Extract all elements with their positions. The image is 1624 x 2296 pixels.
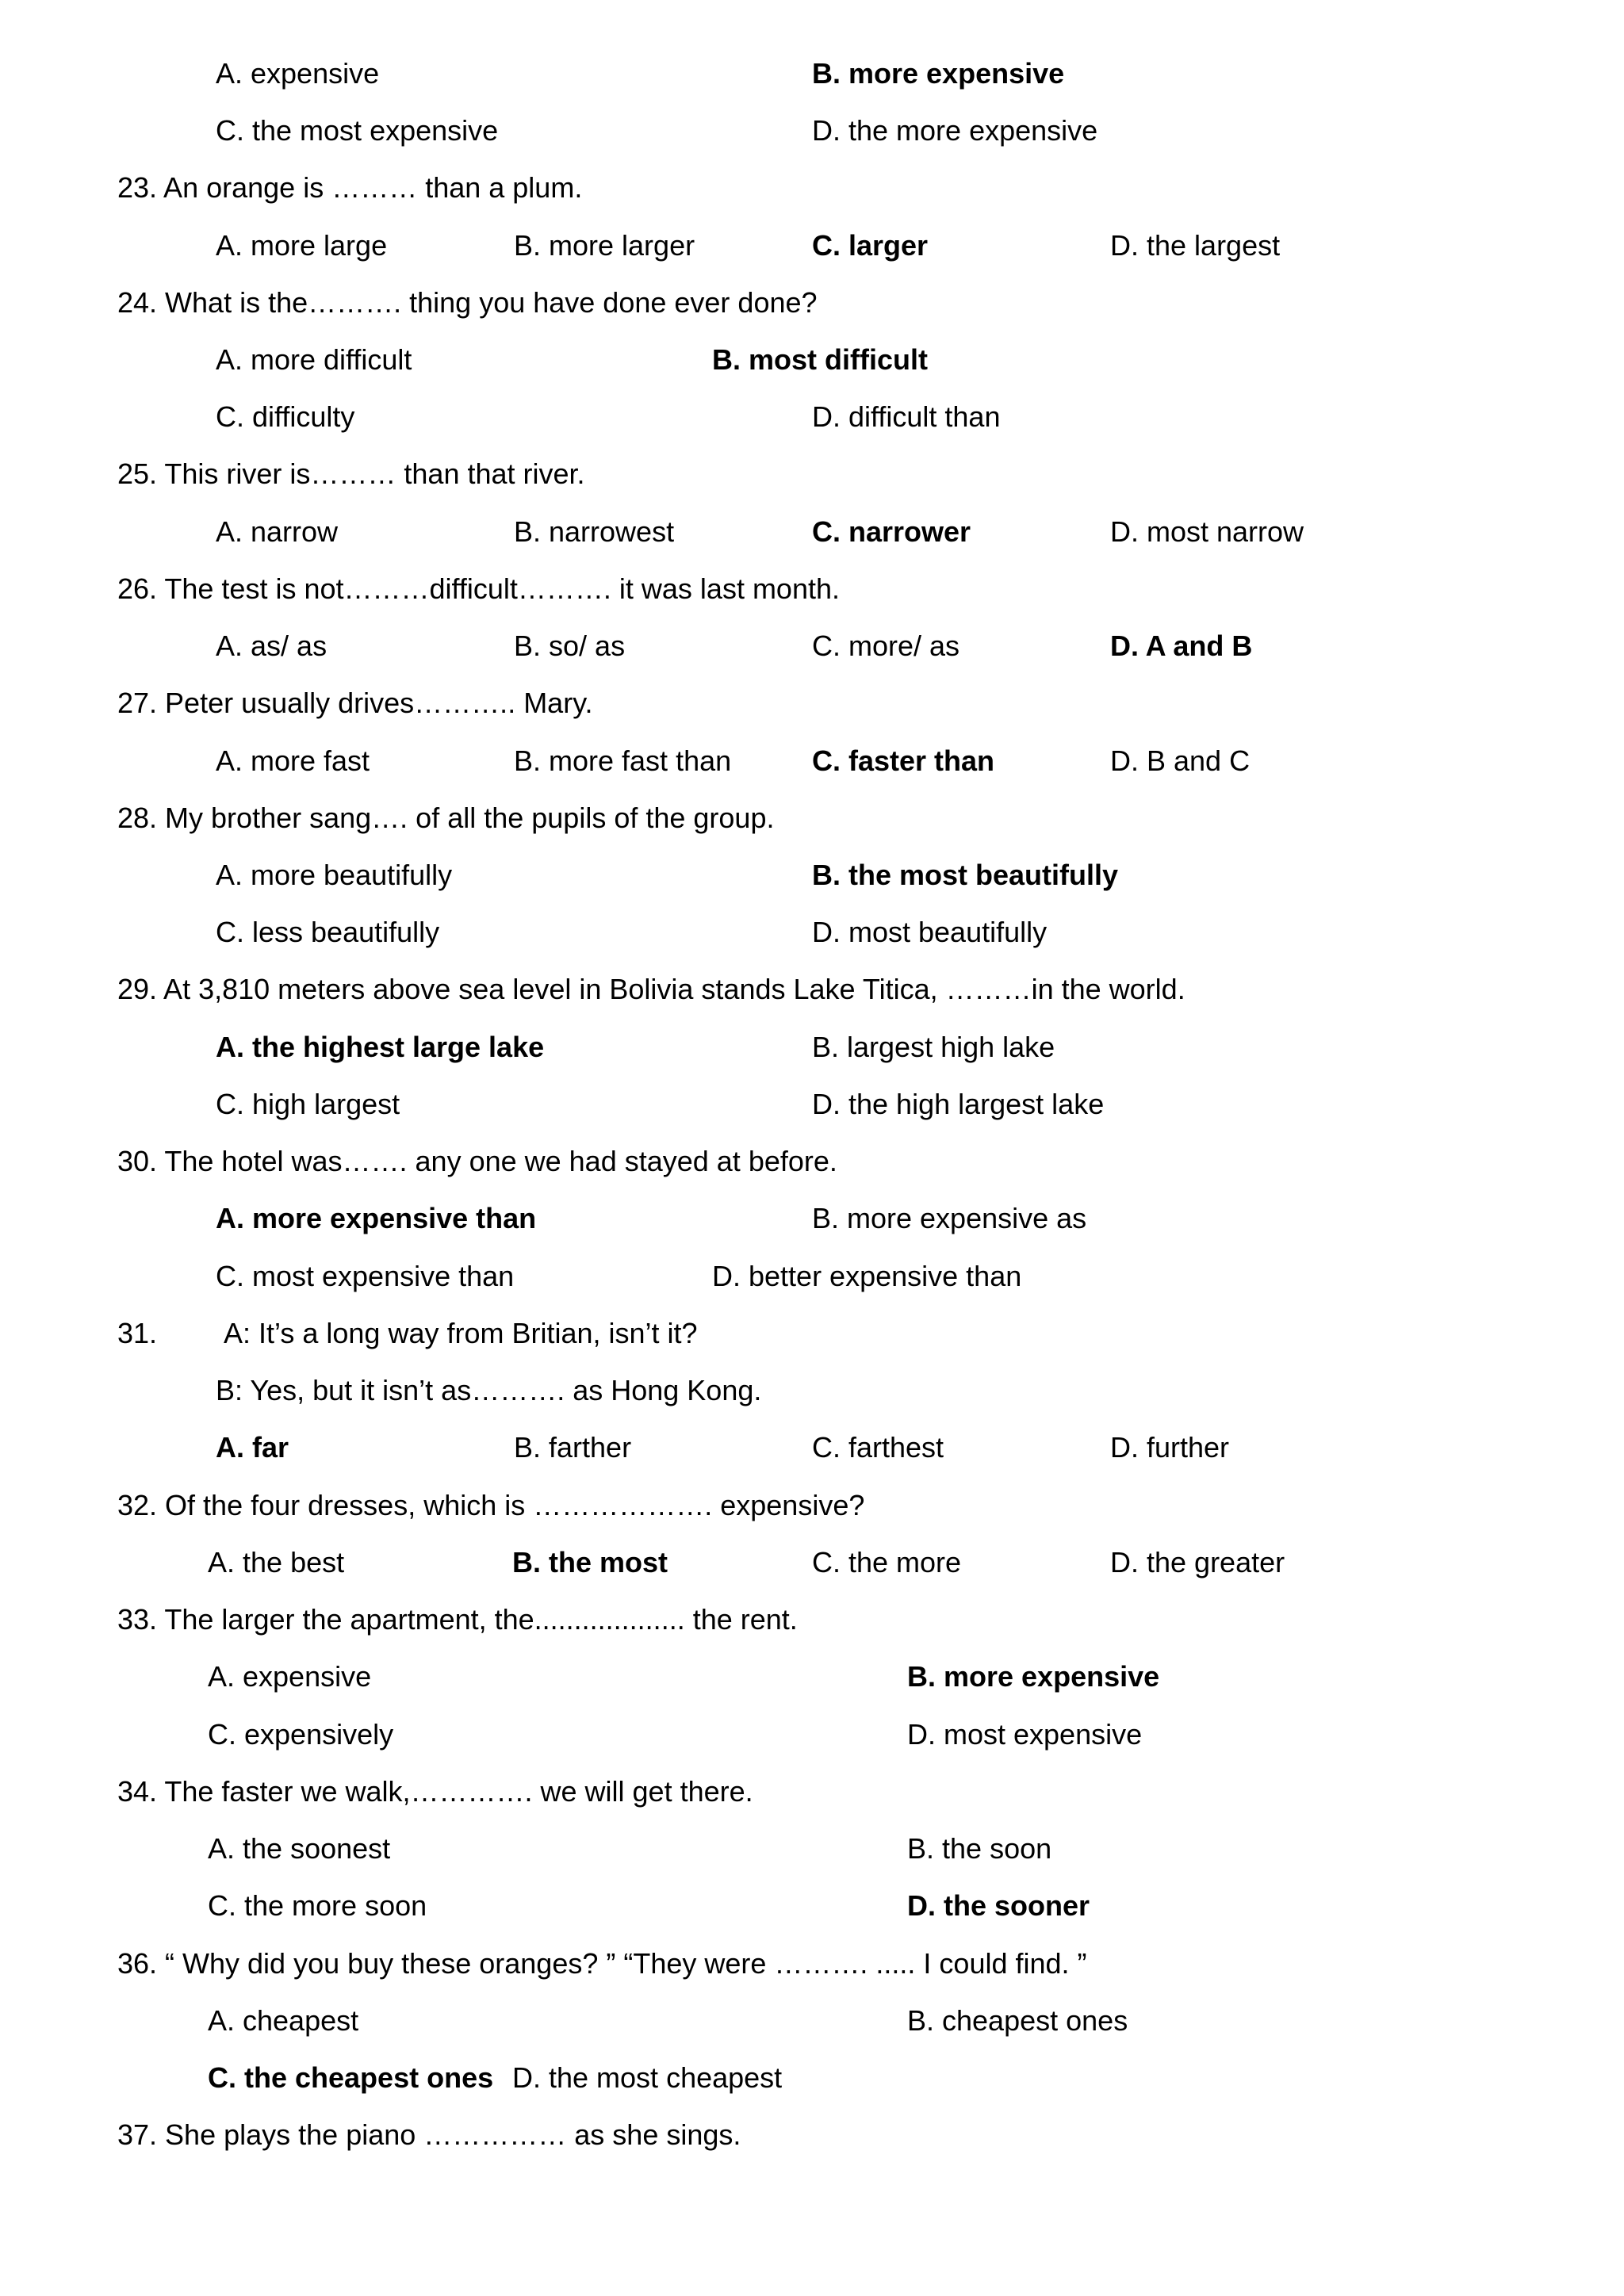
q27-option-a: A. more fast xyxy=(216,744,370,777)
q31-option-a: A. far xyxy=(216,1431,289,1464)
q26-option-b: B. so/ as xyxy=(514,629,626,662)
question-28: 28. My brother sang…. of all the pupils of the group. xyxy=(117,802,775,834)
question-31-number: 31. xyxy=(117,1317,158,1349)
q31-option-d: D. further xyxy=(1110,1431,1230,1464)
q28-option-d: D. most beautifully xyxy=(812,916,1048,948)
q32-option-d: D. the greater xyxy=(1110,1546,1285,1578)
question-27: 27. Peter usually drives……….. Mary. xyxy=(117,687,593,719)
q23-option-b: B. more larger xyxy=(514,229,695,262)
q27-option-d: D. B and C xyxy=(1110,744,1251,777)
q23-option-c: C. larger xyxy=(812,229,929,262)
q25-option-b: B. narrowest xyxy=(514,515,675,548)
question-23: 23. An orange is ……… than a plum. xyxy=(117,171,583,204)
q30-option-c: C. most expensive than xyxy=(216,1260,515,1292)
q24-option-c: C. difficulty xyxy=(216,400,355,433)
q36-option-a: A. cheapest xyxy=(208,2004,359,2037)
q34-option-c: C. the more soon xyxy=(208,1889,427,1922)
q25-option-c: C. narrower xyxy=(812,515,971,548)
q22-option-c: C. the most expensive xyxy=(216,114,499,147)
question-33: 33. The larger the apartment, the................... the rent. xyxy=(117,1603,798,1636)
question-36: 36. “ Why did you buy these oranges? ” “They were ………. ..... I could find. ” xyxy=(117,1947,1087,1980)
q26-option-a: A. as/ as xyxy=(216,629,327,662)
q27-option-b: B. more fast than xyxy=(514,744,732,777)
question-31-line-1: A: It’s a long way from Britian, isn’t it? xyxy=(224,1317,698,1349)
q34-option-b: B. the soon xyxy=(907,1832,1052,1865)
q32-option-b: B. the most xyxy=(512,1546,668,1578)
q24-option-b: B. most difficult xyxy=(712,343,928,376)
q25-option-a: A. narrow xyxy=(216,515,339,548)
q26-option-d: D. A and B xyxy=(1110,629,1253,662)
question-32: 32. Of the four dresses, which is ………………. expensive? xyxy=(117,1489,865,1521)
question-24: 24. What is the………. thing you have done ever done? xyxy=(117,286,818,319)
q28-option-c: C. less beautifully xyxy=(216,916,440,948)
q22-option-b: B. more expensive xyxy=(812,57,1065,90)
q31-option-c: C. farthest xyxy=(812,1431,944,1464)
question-29: 29. At 3,810 meters above sea level in Bolivia stands Lake Titica, ………in the world. xyxy=(117,973,1185,1005)
q34-option-a: A. the soonest xyxy=(208,1832,391,1865)
q33-option-c: C. expensively xyxy=(208,1718,394,1751)
q33-option-a: A. expensive xyxy=(208,1660,372,1693)
question-31-line-2: B: Yes, but it isn’t as………. as Hong Kong. xyxy=(216,1374,762,1406)
q36-option-c: C. the cheapest ones xyxy=(208,2061,494,2094)
q24-option-d: D. difficult than xyxy=(812,400,1001,433)
q22-option-a: A. expensive xyxy=(216,57,380,90)
q29-option-b: B. largest high lake xyxy=(812,1031,1055,1063)
q34-option-d: D. the sooner xyxy=(907,1889,1090,1922)
q29-option-d: D. the high largest lake xyxy=(812,1088,1105,1120)
q23-option-d: D. the largest xyxy=(1110,229,1281,262)
q28-option-b: B. the most beautifully xyxy=(812,859,1119,891)
q30-option-a: A. more expensive than xyxy=(216,1202,537,1234)
q36-option-b: B. cheapest ones xyxy=(907,2004,1128,2037)
q25-option-d: D. most narrow xyxy=(1110,515,1304,548)
q32-option-c: C. the more xyxy=(812,1546,962,1578)
q27-option-c: C. faster than xyxy=(812,744,995,777)
q29-option-c: C. high largest xyxy=(216,1088,400,1120)
q31-option-b: B. farther xyxy=(514,1431,632,1464)
q26-option-c: C. more/ as xyxy=(812,629,960,662)
q32-option-a: A. the best xyxy=(208,1546,345,1578)
question-37: 37. She plays the piano …………… as she sings. xyxy=(117,2118,741,2151)
q33-option-d: D. most expensive xyxy=(907,1718,1143,1751)
q33-option-b: B. more expensive xyxy=(907,1660,1160,1693)
question-34: 34. The faster we walk,…………. we will get there. xyxy=(117,1775,753,1808)
q29-option-a: A. the highest large lake xyxy=(216,1031,545,1063)
question-25: 25. This river is……… than that river. xyxy=(117,457,585,490)
q30-option-d: D. better expensive than xyxy=(712,1260,1022,1292)
question-26: 26. The test is not………difficult………. it was last month. xyxy=(117,572,841,605)
q36-option-d: D. the most cheapest xyxy=(512,2061,783,2094)
q23-option-a: A. more large xyxy=(216,229,388,262)
q30-option-b: B. more expensive as xyxy=(812,1202,1087,1234)
q22-option-d: D. the more expensive xyxy=(812,114,1098,147)
q28-option-a: A. more beautifully xyxy=(216,859,453,891)
question-30: 30. The hotel was……. any one we had stayed at before. xyxy=(117,1145,837,1177)
q24-option-a: A. more difficult xyxy=(216,343,412,376)
